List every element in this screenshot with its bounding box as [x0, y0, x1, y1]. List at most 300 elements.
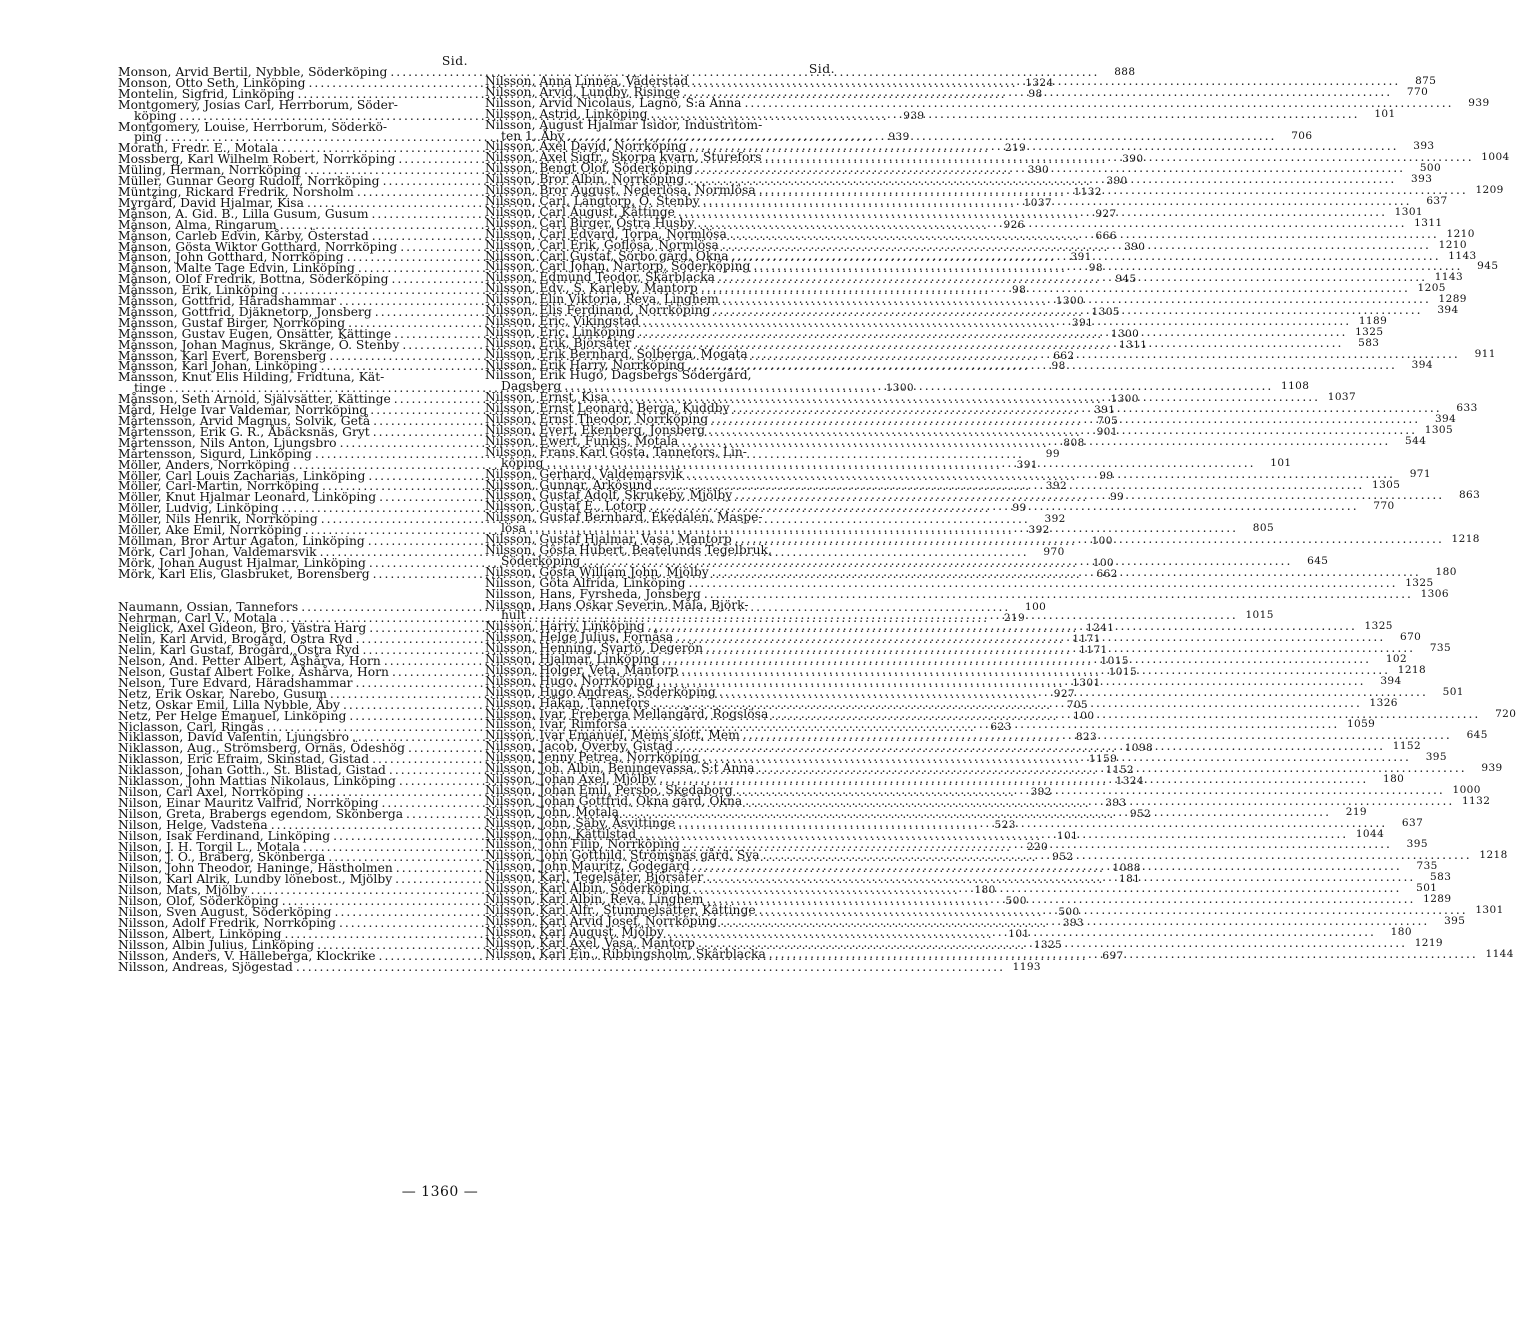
entry-name: Neiglick, Axel Gideon, Bro, Västra Harg	[118, 621, 367, 636]
entry-name: Niklasson, Eric Efraim, Skinstad, Gistad	[118, 752, 370, 767]
entry-name: Nilsson, John, Säby, Åsvittinge	[485, 815, 676, 830]
entry-name: Niclasson, Carl, Ringås	[118, 719, 264, 734]
entry-name: Nehrman, Carl V., Motala	[118, 610, 278, 625]
entry-name: Nilsson, John Mauritz, Godegård	[485, 859, 690, 874]
entry-name: Müling, Herman, Norrköping	[118, 163, 301, 178]
entry-page-number: 392	[1044, 513, 1066, 526]
entry-page-number: 500	[1058, 905, 1080, 918]
entry-page-number: 1088	[1112, 862, 1141, 875]
entry-name: Nilsson, Karl Albin, Söderköping	[485, 881, 690, 896]
entry-name: Nilson, J. O., Braberg, Skönberga	[118, 850, 326, 865]
entry-page-number: 220	[1026, 840, 1049, 853]
entry-name: lösa	[501, 521, 526, 536]
entry-page-number: 395	[1406, 838, 1428, 851]
entry-page-number: 390	[1122, 153, 1144, 166]
entry-name: ping	[134, 130, 162, 145]
entry-page-number: 1098	[1124, 742, 1154, 755]
entry-page-number: 1210	[1446, 227, 1475, 240]
entry-page-number: 1324	[1115, 775, 1144, 788]
entry-name: Nilson, Carl Axel, Norrköping	[118, 785, 304, 799]
entry-name: Morath, Fredr. E., Motala	[118, 141, 279, 156]
entry-page-number: 1132	[1073, 185, 1102, 198]
entry-name: Mörk, Carl Johan, Valdemarsvik	[118, 544, 317, 559]
entry-name: Månson, Alma, Ringarum	[118, 217, 277, 232]
entry-name: Nilsson, Carl Birger, Östra Husby	[485, 215, 695, 230]
entry-page-number: 544	[1405, 434, 1427, 447]
entry-page-number: 392	[1030, 786, 1052, 798]
entry-page-number: 1326	[1369, 696, 1398, 709]
entry-page-number: 394	[1411, 358, 1433, 371]
entry-page-number: 1289	[1423, 892, 1452, 905]
entry-page-number: 100	[1091, 534, 1113, 547]
entry-page-number: 1311	[1119, 338, 1148, 351]
entry-page-number: 1143	[1434, 271, 1464, 284]
entry-name: Nilsson, Karl Ein., Ribbingsholm, Skärblacka	[485, 946, 766, 961]
entry-name: Nilsson, Ivar Emanuel, Mems slott, Mem	[485, 728, 740, 743]
entry-page-number: 670	[1400, 631, 1422, 644]
entry-name: Nilsson, Johan Axel, Mjölby	[485, 772, 657, 786]
entry-name: Nilsson, Bror Albin, Norrköping	[485, 172, 685, 187]
entry-name: Månsson, Gottfrid, Djäknetorp, Jonsberg	[118, 304, 372, 319]
entry-name: köping	[134, 108, 177, 123]
entry-page-number: 1311	[1414, 216, 1443, 229]
page-number: — 1360 —	[401, 1184, 479, 1200]
entry-page-number: 1325	[1405, 576, 1434, 589]
entry-page-number: 939	[888, 131, 910, 144]
entry-page-number: 99	[1045, 447, 1060, 460]
entry-name: Nilsson, Gunnar, Arkösund	[485, 477, 653, 492]
entry-page-number: 1059	[1346, 718, 1376, 731]
entry-page-number: 180	[1383, 773, 1405, 785]
entry-page-number: 391	[1094, 404, 1116, 417]
entry-page-number: 1218	[1479, 849, 1508, 862]
entry-name: Månsson, Karl Johan, Linköping	[118, 359, 318, 374]
entry-name: Nilsson, Hugo Andreas, Söderköping	[485, 684, 716, 699]
entry-name: Nilsson, Helge Julius, Fornåsa	[485, 630, 674, 645]
entry-page-number: 1171	[1079, 644, 1108, 657]
entry-name: Nilsson, Karl Albin, Reva, Linghem	[485, 891, 704, 906]
entry-name: Nilsson, Karl Arvid Josef, Norrköping	[485, 913, 718, 928]
entry-page-number: 391	[1070, 251, 1092, 264]
entry-page-number: 927	[1095, 207, 1117, 220]
entry-page-number: 391	[1071, 316, 1094, 329]
entry-name: Månson, A. Gid. B., Lilla Gusum, Gusum	[118, 206, 369, 221]
entry-name: Nilsson, Astrid, Linköping	[485, 106, 648, 121]
entry-page-number: 1000	[1452, 783, 1481, 796]
entry-page-number: 501	[1416, 882, 1438, 895]
entry-name: Nilsson, Frans Karl Gösta, Tannefors, Lin-	[485, 444, 747, 459]
entry-name: Nilsson, Ivar, Freberga Mellangård, Rogslösa	[485, 706, 769, 721]
entry-page-number: 102	[1385, 653, 1408, 666]
entry-name: Nilsson, Holger, Veta, Mantorp	[485, 662, 678, 677]
section-gap	[118, 580, 468, 602]
leader-dots	[685, 360, 1397, 371]
leader-dots	[678, 436, 1390, 447]
entry-name: Nilsson, Johan Gottfrid, Okna gård, Okna	[485, 793, 743, 808]
entry-name: Nilsson, Jacob, Överby, Gistad	[485, 739, 674, 754]
entry-name: Nilsson, August Hjalmar Isidor, Industritom-	[485, 117, 763, 132]
entry-page-number: 952	[1129, 807, 1152, 820]
entry-page-number: 394	[1437, 304, 1459, 317]
entry-page-number: 808	[1063, 436, 1085, 449]
entry-page-number: 1193	[1012, 960, 1041, 973]
entry-name: Niklasson, Aug., Strömsberg, Ornäs, Ödeshög	[118, 741, 405, 756]
entry-name: Månsson, Gottfrid, Häradshammar	[118, 294, 336, 309]
entry-name: Myrgård, David Hjalmar, Kisa	[118, 195, 304, 210]
entry-page-number: 500	[1419, 162, 1442, 175]
leader-dots	[766, 949, 1478, 960]
entry-page-number: 645	[1466, 729, 1488, 742]
entry-page-number: 666	[1095, 229, 1117, 242]
entry-name: Nilsson, Hugo, Norrköping	[485, 673, 654, 688]
entry-page-number: 100	[1073, 709, 1095, 722]
entry-page-number: 720	[1495, 707, 1516, 720]
entry-page-number: 1144	[1485, 947, 1514, 960]
entry-name: Nelson, Gustaf Albert Folke, Åshårva, Horn	[118, 665, 389, 680]
entry-name: Netz, Oskar Emil, Lilla Nybble, Åby	[118, 697, 340, 712]
entry-name: Nilson, Isak Ferdinand, Linköping	[118, 828, 331, 843]
entry-page-number: 945	[1477, 260, 1499, 273]
entry-page-number: 1305	[1372, 478, 1401, 491]
entry-name: Mossberg, Karl Wilhelm Robert, Norrköping	[118, 152, 396, 167]
entry-page-number: 181	[1118, 873, 1141, 886]
entry-page-number: 970	[1043, 545, 1065, 558]
entry-page-number: 98	[1028, 87, 1043, 100]
entry-page-number: 101	[1374, 107, 1396, 120]
entry-page-number: 1301	[1475, 903, 1504, 916]
entry-name: Nilson, Mats, Mjölby	[118, 883, 248, 898]
entry-page-number: 390	[1106, 175, 1128, 188]
entry-name: Nilsson, Carl Gustaf, Sörbo gård, Okna	[485, 248, 729, 263]
entry-name: Nilsson, Anders, V. Hälleberga, Klockrike	[118, 948, 376, 963]
entry-page-number: 623	[990, 720, 1012, 733]
entry-page-number: 1300	[1055, 295, 1085, 308]
entry-page-number: 662	[1053, 349, 1075, 362]
entry-page-number: 1004	[1481, 151, 1510, 164]
entry-page-number: 392	[1028, 524, 1050, 537]
entry-name: ten 1, Åby	[501, 128, 565, 143]
entry-page-number: 101	[1008, 927, 1030, 940]
entry-page-number: 1205	[1417, 282, 1446, 295]
entry-page-number: 523	[994, 818, 1016, 831]
entry-page-number: 100	[1025, 600, 1047, 613]
entry-page-number: 1219	[1414, 936, 1444, 949]
entry-page-number: 98	[1051, 360, 1066, 373]
entry-name: Nelin, Karl Arvid, Brogård, Östra Ryd	[118, 632, 353, 647]
entry-name: Nilsson, Axel Sigfr., Skorpa kvarn, Sturefors	[485, 150, 762, 165]
entry-name: Nilsson, Carl August, Kättinge	[485, 204, 675, 219]
entry-page-number: 219	[1003, 611, 1026, 624]
entry-page-number: 770	[1373, 500, 1395, 513]
entry-name: Möller, Nils Henrik, Norrköping	[118, 512, 318, 527]
entry-page-number: 645	[1307, 554, 1329, 567]
entry-name: Nilsson, Eric, Vikingstad	[485, 313, 640, 328]
entry-page-number: 1044	[1355, 827, 1385, 840]
entry-name: Nilsson, Karl, Tegelsäter, Björsäter	[485, 870, 704, 885]
entry-name: Mårtensson, Sigurd, Linköping	[118, 446, 312, 461]
entry-page-number: 1152	[1392, 740, 1422, 753]
entry-page-number: 805	[1252, 522, 1275, 535]
entry-page-number: 98	[1012, 284, 1027, 297]
entry-page-number: 637	[1401, 816, 1424, 829]
entry-name: Nilsson, Erik Bernhard, Solberga, Mogata	[485, 346, 748, 361]
entry-page-number: 393	[1105, 796, 1127, 809]
entry-name: Nilsson, Evert, Ekenberg, Jonsberg	[485, 423, 706, 437]
entry-name: Månsson, Johan Magnus, Skränge, Ö. Stenby	[118, 337, 400, 352]
entry-page-number: 633	[1456, 402, 1478, 415]
entry-name: Nilsson, Erik Hugo, Dagsbergs Södergård,	[485, 368, 752, 383]
entry-page-number: 1015	[1108, 666, 1138, 679]
entry-name: Månsson, Gustav Eugen, Önsätter, Kättinge	[118, 326, 392, 341]
entry-name: Nilsson, Gustaf Bernhard, Ekedalen, Maspe-	[485, 510, 763, 525]
entry-page-number: 1289	[1438, 293, 1467, 306]
entry-name: Nilsson, Ernst Leonard, Berga, Kuddby	[485, 401, 730, 416]
entry-name: Nilsson, Eric, Linköping	[485, 324, 636, 339]
entry-page-number: 662	[1096, 567, 1118, 580]
entry-name: Nilsson, Karl Alfr., Stummelsätter, Kättinge	[485, 902, 756, 917]
entry-name: Nilsson, Ernst Theodor, Norrköping	[485, 412, 709, 427]
entry-name: Nilsson, Gustaf Hjalmar, Vasa, Mantorp	[485, 532, 732, 547]
entry-name: Nilson, Greta, Brabergs egendom, Skönberga	[118, 806, 404, 821]
entry-page-number: 395	[1444, 914, 1466, 927]
entry-name: Nilsson, Harry, Linköping	[485, 619, 645, 634]
entry-page-number: 393	[1413, 140, 1435, 153]
entry-page-number: 219	[1345, 805, 1367, 818]
entry-page-number: 394	[1380, 674, 1402, 687]
entry-page-number: 1324	[1025, 76, 1054, 89]
entry-page-number: 392	[1045, 480, 1068, 493]
entry-page-number: 705	[1066, 698, 1089, 711]
entry-page-number: 901	[1096, 425, 1118, 438]
entry-name: Montelin, Sigfrid, Linköping	[118, 86, 295, 101]
entry-name: Nilsson, Carl Erik, Goflösa, Normlösa	[485, 237, 719, 252]
entry-page-number: 1300	[1110, 393, 1139, 406]
entry-name: Nilsson, John Filip, Norrköping	[485, 837, 680, 852]
entry-name: Månson, Carleb Edvin, Kårby, Österstad	[118, 228, 369, 243]
entry-name: Mårtensson, Nils Anton, Ljungsbro	[118, 435, 337, 450]
entry-name: Dagsberg	[501, 379, 562, 394]
entry-page-number: 770	[1406, 85, 1429, 98]
entry-page-number: 393	[1411, 173, 1433, 186]
entry-name: Mörk, Karl Elis, Glasbruket, Borensberg	[118, 566, 370, 581]
entry-name: Månson, Gösta Wiktor Gotthard, Norrköping	[118, 239, 398, 254]
entry-name: Nilson, J. H. Torgil L., Motala	[118, 839, 301, 854]
entry-name: Nilsson, John, Motala	[485, 804, 619, 819]
entry-name: Nilsson, Henning, Svartö, Degerön	[485, 641, 703, 656]
entry-page-number: 1171	[1072, 633, 1101, 646]
entry-name: Nilsson, Karl August, Mjölby	[485, 924, 664, 939]
entry-page-number: 1159	[1088, 753, 1118, 766]
sid-header-left: Sid.	[441, 54, 468, 68]
entry-page-number: 500	[1005, 895, 1027, 908]
entry-name: hult	[501, 608, 526, 623]
entry-name: Nilsson, Carl Edvard, Torpa, Normlösa	[485, 226, 727, 241]
entry-name: Netz, Per Helge Emanuel, Linköping	[118, 708, 347, 723]
entry-page-number: 180	[1390, 925, 1412, 938]
entry-page-number: 945	[1115, 273, 1137, 286]
entry-name: Möller, Knut Hjalmar Leonard, Linköping	[118, 490, 377, 505]
entry-name: Nilson, Olof, Söderköping	[118, 894, 279, 909]
entry-name: Monson, Otto Seth, Linköping	[118, 75, 306, 90]
entry-page-number: 1037	[1023, 196, 1052, 209]
entry-page-number: 911	[1474, 347, 1496, 360]
entry-name: Nelson, And. Petter Albert, Åshårva, Horn	[118, 654, 381, 669]
entry-name: Nilsson, Gösta Hubert, Beatelunds Tegelbruk,	[485, 542, 772, 557]
entry-page-number: 583	[1430, 871, 1452, 884]
entry-name: Nilsson, Hans Oskar Severin, Måla, Björk-	[485, 597, 749, 612]
entry-page-number: 101	[1270, 456, 1292, 469]
entry-name: köping	[501, 455, 544, 470]
entry-page-number: 180	[974, 884, 996, 897]
entry-name: Nilsson, Jenny Petrea, Norrköping	[485, 750, 699, 765]
entry-name: Nilsson, Erik Harry, Norrköping	[485, 357, 685, 372]
entry-page-number: 391	[1016, 458, 1038, 471]
entry-page-number: 1015	[1100, 655, 1129, 668]
entry-name: Nilsson, Gustaf Adolf, Skrukeby, Mjölby	[485, 488, 733, 503]
entry-name: Nelin, Karl Gustaf, Brogård, Östra Ryd	[118, 643, 360, 658]
entry-page-number: 1143	[1448, 249, 1477, 262]
entry-page-number: 1037	[1327, 391, 1357, 404]
entry-page-number: 1189	[1358, 314, 1388, 327]
entry-name: Nilsson, Erik, Björsäter	[485, 335, 632, 350]
entry-name: Müller, Gunnar Georg Rudolf, Norrköping	[118, 174, 380, 189]
entry-name: Månsson, Erik, Linköping	[118, 283, 279, 298]
entry-page-number: 583	[1358, 336, 1380, 349]
entry-name: Nilsson, Carl, Långtorp, Ö. Stenby	[485, 193, 700, 208]
entry-page-number: 393	[1062, 916, 1085, 929]
entry-page-number: 1108	[1281, 380, 1310, 393]
entry-page-number: 1209	[1475, 184, 1504, 197]
entry-page-number: 1301	[1072, 676, 1101, 689]
entry-page-number: 390	[1124, 240, 1146, 253]
entry-page-number: 1218	[1451, 533, 1480, 546]
entry-page-number: 927	[1053, 687, 1075, 700]
entry-page-number: 875	[1415, 75, 1437, 87]
sid-header-right: Sid.	[808, 62, 835, 76]
entry-name: Niklasson, David Valentin, Ljungsbro	[118, 730, 349, 745]
entry-page-number: 180	[1435, 565, 1457, 578]
entry-page-number: 1305	[1091, 305, 1120, 318]
entry-page-number: 1210	[1438, 238, 1467, 251]
entry-page-number: 863	[1458, 489, 1481, 502]
entry-name: Mörk, Johan August Hjalmar, Linköping	[118, 555, 366, 570]
entry-name: Nilsson, Hans, Fyrsheda, Jonsberg	[485, 586, 701, 601]
entry-name: Naumann, Ossian, Tannefors	[118, 599, 299, 614]
leader-dots	[732, 534, 1444, 545]
entry-page-number: 1300	[885, 382, 915, 395]
entry-page-number: 697	[1102, 949, 1124, 962]
entry-page-number: 395	[1425, 751, 1447, 764]
entry-name: Nilsson, Axel David, Norrköping	[485, 139, 687, 154]
entry-page-number: 99	[1109, 491, 1125, 504]
entry-name: Monson, Arvid Bertil, Nybble, Söderköping	[118, 65, 388, 79]
entry-name: Möller, Anders, Norrköping	[118, 457, 290, 472]
entry-page-number: 219	[1004, 142, 1027, 155]
entry-page-number: 99	[1012, 502, 1027, 515]
entry-page-number: 735	[1429, 642, 1452, 655]
entry-page-number: 1015	[1245, 609, 1274, 622]
entry-page-number: 888	[1114, 66, 1136, 78]
entry-page-number: 100	[1092, 556, 1114, 569]
entry-name: Nilsson, Edmund Teodor, Skärblacka	[485, 270, 715, 285]
entry-page-number: 99	[1099, 469, 1114, 482]
entry-name: Niklasson, John Mattias Nikolaus, Linköping	[118, 774, 396, 789]
entry-name: Möller, Carl Louis Zacharias, Linköping	[118, 468, 366, 483]
entry-name: Nilsson, Håkan, Tannefors	[485, 695, 650, 710]
entry-name: Mårtensson, Arvid Magnus, Solvik, Getå	[118, 414, 371, 428]
entry-name: Nilsson, Göta Alfrida, Linköping	[485, 575, 686, 590]
entry-name: Nilsson, Adolf Fredrik, Norrköping	[118, 915, 336, 930]
entry-name: Nilsson, Carl Johan, Nartorp, Söderköping	[485, 259, 751, 274]
entry-name: Nilsson, Ernst, Kisa	[485, 390, 608, 405]
entry-name: Nilson, Karl Alrik, Lundby lönebost., Mjölby	[118, 872, 393, 887]
entry-page-number: 705	[1096, 415, 1119, 427]
entry-name: Nilsson, Arvid Nicolaus, Lagnö, S:a Anna	[485, 95, 742, 110]
entry-name: Nilsson, Bror August, Nederlösa, Normlösa	[485, 183, 756, 198]
index-entry	[118, 959, 1041, 974]
entry-name: Müntzing, Rickard Fredrik, Norsholm	[118, 184, 354, 199]
entry-page-number: 735	[1416, 860, 1438, 873]
entry-page-number: 939	[1468, 96, 1490, 109]
entry-name: Månsson, Knut Elis Hilding, Fridtuna, Kät-	[118, 370, 385, 385]
entry-page-number: 1132	[1461, 794, 1491, 807]
entry-page-number: 1300	[1110, 327, 1140, 340]
entry-name: Nilsson, Anna Linnéa, Väderstad	[485, 74, 689, 88]
entry-name: Nilsson, Gösta William John, Mjölby	[485, 564, 709, 579]
entry-page-number: 939	[1481, 762, 1503, 775]
entry-name: Montgomery, Josias Carl, Herrborum, Söder-	[118, 97, 398, 112]
entry-name: Montgomery, Louise, Herrborum, Söderkö-	[118, 119, 388, 134]
entry-name: Nilson, Einar Mauritz Valfrid, Norrköping	[118, 795, 379, 810]
entry-page-number: 706	[1291, 129, 1313, 142]
entry-name: Nilsson, Johan Emil, Persbo, Skedaborg	[485, 782, 733, 797]
entry-name: Månson, Malte Tage Edvin, Linköping	[118, 261, 355, 276]
entry-name: Niklasson, Johan Gotth., St. Blistad, Gistad	[118, 763, 386, 778]
entry-name: Nilsson, Bengt Olof, Söderköping	[485, 161, 693, 176]
entry-name: Mård, Helge Ivar Valdemar, Norrköping	[118, 403, 368, 418]
entry-name: Möller, Ake Emil, Norrköping	[118, 523, 302, 538]
entry-name: Nilson, Sven August, Söderköping	[118, 904, 332, 919]
leader-dots	[701, 589, 1413, 600]
entry-name: Nilsson, Ivar, Rimforsa	[485, 717, 628, 732]
entry-name: Nilsson, Hjalmar, Linköping	[485, 652, 659, 667]
entry-page-number: 390	[1027, 164, 1050, 177]
entry-page-number: 1325	[1364, 620, 1393, 633]
entry-name: Netz, Erik Oskar, Narebo, Gusum	[118, 686, 327, 701]
leader-dots	[293, 962, 1005, 973]
entry-name: Nilsson, Andreas, Sjögestad	[118, 959, 293, 974]
entry-page-number: 823	[1075, 731, 1098, 744]
entry-page-number: 501	[1442, 685, 1464, 698]
entry-page-number: 952	[1052, 851, 1074, 864]
entry-name: Nilsson, Elin Viktoria, Reva, Linghem	[485, 292, 719, 307]
entry-page-number: 1306	[1420, 587, 1449, 600]
entry-name: Nilsson, Gerhard, Valdemarsvik	[485, 466, 683, 481]
entry-name: Nilsson, Karl Axel, Vasa, Mantorp	[485, 935, 695, 950]
entry-name: Möllman, Bror Artur Agaton, Linköping	[118, 533, 365, 548]
entry-page-number: 1305	[1424, 424, 1454, 436]
entry-name: Nilsson, Elis Ferdinand, Norrköping	[485, 303, 711, 318]
entry-page-number: 1152	[1105, 764, 1134, 777]
entry-page-number: 101	[1056, 829, 1079, 842]
entry-page-number: 1218	[1397, 663, 1427, 676]
entry-page-number: 926	[1003, 218, 1025, 231]
entry-page-number: 637	[1426, 194, 1448, 207]
entry-name: Nilsson, Arvid, Lundby, Risinge	[485, 84, 681, 99]
entry-name: Nilsson, Albin Julius, Linköping	[118, 937, 315, 952]
entry-name: Nelson, Ture Edvard, Häradshammar	[118, 675, 353, 690]
entry-name: Nilsson, Ewert, Funkis, Motala	[485, 433, 679, 448]
